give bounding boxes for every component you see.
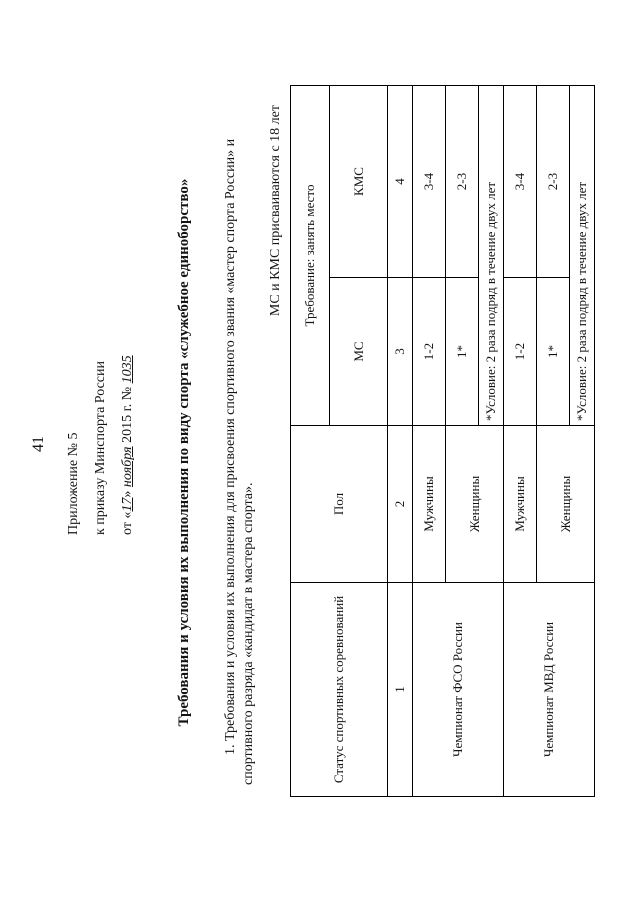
section-status: Чемпионат ФСО России (413, 583, 504, 797)
kms-cell: 3-4 (504, 86, 537, 278)
header-kms: КМС (330, 86, 388, 278)
date-month: ноября (120, 446, 135, 488)
condition-cell: *Условие: 2 раза подряд в течение двух лет (570, 86, 595, 426)
column-number: 1 (388, 583, 413, 797)
ms-cell: 1* (537, 278, 570, 426)
appendix-title: Приложение № 5 (66, 432, 81, 535)
column-number: 4 (388, 86, 413, 278)
header-gender: Пол (291, 426, 388, 583)
appendix-date-line: от «17» ноября 2015 г. № 1035 (120, 355, 135, 535)
page-number: 41 (30, 436, 47, 452)
kms-cell: 2-3 (537, 86, 570, 278)
age-note: МС и КМС присваиваются с 18 лет (268, 105, 283, 317)
kms-cell: 2-3 (446, 86, 479, 278)
condition-cell: *Условие: 2 раза подряд в течение двух лет (479, 86, 504, 426)
section-status: Чемпионат МВД России (504, 583, 595, 797)
ms-cell: 1-2 (504, 278, 537, 426)
gender-cell: Женщины (446, 426, 504, 583)
kms-cell: 3-4 (413, 86, 446, 278)
ms-cell: 1-2 (413, 278, 446, 426)
appendix-order-ref: к приказу Минспорта России (93, 361, 108, 535)
header-status: Статус спортивных соревнований (291, 583, 388, 797)
column-number: 2 (388, 426, 413, 583)
document-title: Требования и условия их выполнения по виду спорта «служебное единоборство» (176, 178, 192, 727)
ms-cell: 1* (446, 278, 479, 426)
column-number: 3 (388, 278, 413, 426)
order-number: 1035 (120, 355, 135, 384)
gender-cell: Мужчины (504, 426, 537, 583)
header-requirement: Требование: занять место (291, 86, 330, 426)
requirements-table (290, 85, 595, 797)
gender-cell: Женщины (537, 426, 595, 583)
header-ms: МС (330, 278, 388, 426)
date-day: 17 (120, 497, 135, 512)
gender-cell: Мужчины (413, 426, 446, 583)
requirements-paragraph: 1. Требования и условия их выполнения для присвоения спортивного звания «мастер спорта России» и спортивного разряда «кандидат в мастера спорта». (223, 138, 256, 785)
appendix-block (60, 175, 141, 535)
